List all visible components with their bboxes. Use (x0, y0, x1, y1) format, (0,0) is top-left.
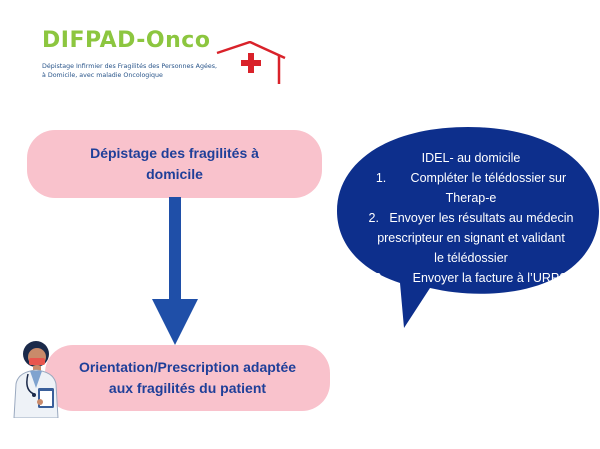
nurse-illustration (8, 338, 64, 418)
down-arrow-icon (150, 197, 200, 347)
depistage-box-label: Dépistage des fragilités à (90, 145, 259, 161)
depistage-box (27, 130, 322, 198)
orientation-box-label: aux fragilités du patient (108, 380, 267, 396)
logo-subtitle-line: à Domicile, avec maladie Oncologique (42, 71, 163, 79)
depistage-box-label: domicile (146, 166, 203, 182)
orientation-box-label: Orientation/Prescription adaptée (78, 359, 297, 375)
logo-title: DIFPAD-Onco (42, 28, 211, 53)
bubble-title: IDEL- au domicile (421, 151, 521, 165)
bubble-list-item: prescripteur en signant et validant (377, 231, 565, 245)
bubble-list-item: Therap-e (445, 191, 497, 205)
bubble-list-item: le télédossier (434, 251, 508, 265)
house-cross-icon (215, 41, 287, 85)
logo-subtitle (42, 63, 217, 80)
orientation-box (45, 345, 330, 411)
bubble-list-item: 3. Envoyer la facture à l’URPS (374, 271, 568, 285)
bubble-list-item: 2. Envoyer les résultats au médecin (368, 211, 574, 225)
bubble-list-item: 1. Compléter le télédossier sur (375, 171, 567, 185)
logo-subtitle-line: Dépistage Infirmier des Fragilités des Personnes Agées, (42, 63, 218, 70)
bubble-text (340, 148, 600, 288)
